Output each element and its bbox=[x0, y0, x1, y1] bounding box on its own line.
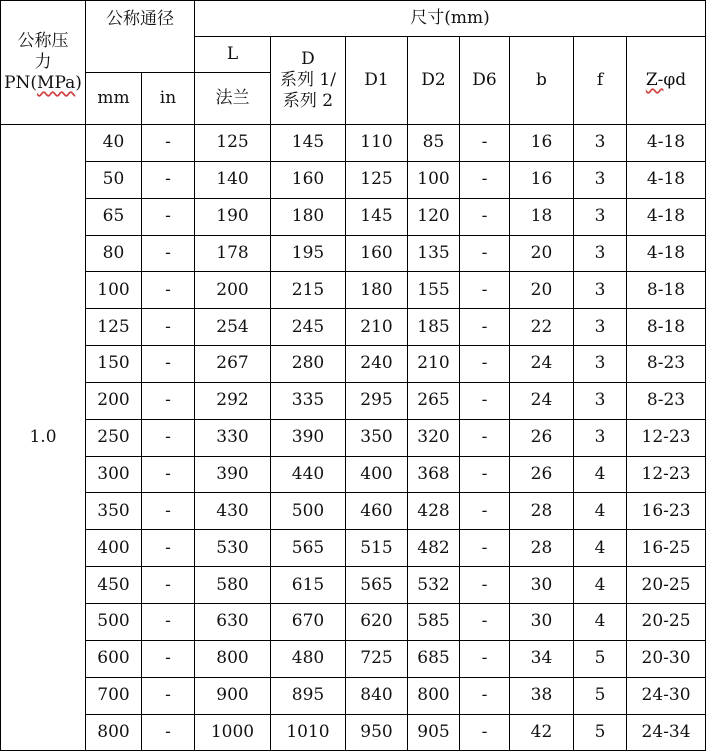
table-row bbox=[1, 161, 706, 198]
cell-D1: 125 bbox=[346, 161, 408, 198]
cell-f: 3 bbox=[574, 309, 627, 346]
cell-b: 26 bbox=[510, 419, 574, 456]
cell-f: 3 bbox=[574, 419, 627, 456]
cell-L: 200 bbox=[195, 272, 271, 309]
cell-b: 20 bbox=[510, 272, 574, 309]
cell-in: - bbox=[142, 714, 195, 751]
cell-f: 5 bbox=[574, 677, 627, 714]
cell-f: 3 bbox=[574, 198, 627, 235]
cell-L: 630 bbox=[195, 603, 271, 640]
cell-D6: - bbox=[460, 272, 510, 309]
cell-b: 24 bbox=[510, 346, 574, 383]
cell-b: 30 bbox=[510, 603, 574, 640]
cell-D6: - bbox=[460, 235, 510, 272]
cell-in: - bbox=[142, 677, 195, 714]
cell-in: - bbox=[142, 567, 195, 604]
cell-z: 20-25 bbox=[627, 603, 706, 640]
pn-value: 1.0 bbox=[1, 125, 86, 751]
cell-b: 24 bbox=[510, 382, 574, 419]
header-b: b bbox=[510, 37, 574, 125]
cell-mm: 125 bbox=[86, 309, 142, 346]
cell-L: 800 bbox=[195, 640, 271, 677]
table-row bbox=[1, 640, 706, 677]
cell-D: 245 bbox=[271, 309, 346, 346]
cell-D2: 800 bbox=[408, 677, 460, 714]
cell-b: 22 bbox=[510, 309, 574, 346]
cell-b: 38 bbox=[510, 677, 574, 714]
cell-mm: 450 bbox=[86, 567, 142, 604]
cell-D6: - bbox=[460, 493, 510, 530]
cell-D1: 180 bbox=[346, 272, 408, 309]
cell-D1: 350 bbox=[346, 419, 408, 456]
cell-z: 12-23 bbox=[627, 456, 706, 493]
cell-L: 580 bbox=[195, 567, 271, 604]
header-dimensions: 尺寸(mm) bbox=[195, 1, 706, 37]
cell-in: - bbox=[142, 493, 195, 530]
cell-f: 4 bbox=[574, 456, 627, 493]
cell-mm: 350 bbox=[86, 493, 142, 530]
header-f: f bbox=[574, 37, 627, 125]
header-in: in bbox=[142, 73, 195, 125]
cell-f: 3 bbox=[574, 125, 627, 162]
cell-D1: 620 bbox=[346, 603, 408, 640]
cell-D: 145 bbox=[271, 125, 346, 162]
cell-b: 20 bbox=[510, 235, 574, 272]
cell-D: 440 bbox=[271, 456, 346, 493]
cell-b: 18 bbox=[510, 198, 574, 235]
cell-in: - bbox=[142, 309, 195, 346]
cell-mm: 100 bbox=[86, 272, 142, 309]
cell-z: 4-18 bbox=[627, 198, 706, 235]
cell-D6: - bbox=[460, 125, 510, 162]
table-row bbox=[1, 382, 706, 419]
cell-D2: 120 bbox=[408, 198, 460, 235]
cell-D: 565 bbox=[271, 530, 346, 567]
cell-mm: 600 bbox=[86, 640, 142, 677]
cell-f: 4 bbox=[574, 493, 627, 530]
cell-D: 615 bbox=[271, 567, 346, 604]
cell-L: 1000 bbox=[195, 714, 271, 751]
cell-L: 178 bbox=[195, 235, 271, 272]
cell-z: 8-18 bbox=[627, 272, 706, 309]
cell-L: 530 bbox=[195, 530, 271, 567]
cell-D1: 565 bbox=[346, 567, 408, 604]
cell-D1: 110 bbox=[346, 125, 408, 162]
cell-D6: - bbox=[460, 640, 510, 677]
cell-b: 30 bbox=[510, 567, 574, 604]
table-row bbox=[1, 309, 706, 346]
cell-D1: 460 bbox=[346, 493, 408, 530]
header-pn-line2: 力 bbox=[34, 52, 52, 72]
cell-z: 20-25 bbox=[627, 567, 706, 604]
cell-D2: 368 bbox=[408, 456, 460, 493]
cell-mm: 800 bbox=[86, 714, 142, 751]
cell-D: 280 bbox=[271, 346, 346, 383]
cell-mm: 40 bbox=[86, 125, 142, 162]
cell-D2: 532 bbox=[408, 567, 460, 604]
cell-D: 160 bbox=[271, 161, 346, 198]
cell-z: 24-30 bbox=[627, 677, 706, 714]
table-row bbox=[1, 603, 706, 640]
cell-b: 26 bbox=[510, 456, 574, 493]
cell-D2: 100 bbox=[408, 161, 460, 198]
header-z-phi-d: Z-φd bbox=[627, 37, 706, 125]
cell-D2: 135 bbox=[408, 235, 460, 272]
cell-mm: 400 bbox=[86, 530, 142, 567]
cell-f: 3 bbox=[574, 382, 627, 419]
cell-D6: - bbox=[460, 161, 510, 198]
cell-D1: 400 bbox=[346, 456, 408, 493]
cell-L: 267 bbox=[195, 346, 271, 383]
cell-D2: 185 bbox=[408, 309, 460, 346]
table-row bbox=[1, 530, 706, 567]
header-D: D 系列 1/ 系列 2 bbox=[271, 37, 346, 125]
cell-z: 8-18 bbox=[627, 309, 706, 346]
header-D1: D1 bbox=[346, 37, 408, 125]
cell-D1: 210 bbox=[346, 309, 408, 346]
cell-D1: 160 bbox=[346, 235, 408, 272]
cell-f: 4 bbox=[574, 603, 627, 640]
header-pn-line3: PN(MPa) bbox=[4, 73, 82, 93]
cell-D: 670 bbox=[271, 603, 346, 640]
cell-f: 5 bbox=[574, 714, 627, 751]
cell-b: 28 bbox=[510, 530, 574, 567]
cell-in: - bbox=[142, 161, 195, 198]
cell-in: - bbox=[142, 382, 195, 419]
cell-D: 390 bbox=[271, 419, 346, 456]
cell-b: 34 bbox=[510, 640, 574, 677]
table-row bbox=[1, 456, 706, 493]
cell-D: 1010 bbox=[271, 714, 346, 751]
cell-b: 16 bbox=[510, 161, 574, 198]
cell-L: 390 bbox=[195, 456, 271, 493]
cell-z: 12-23 bbox=[627, 419, 706, 456]
cell-in: - bbox=[142, 530, 195, 567]
cell-D6: - bbox=[460, 382, 510, 419]
table-row bbox=[1, 567, 706, 604]
cell-D6: - bbox=[460, 714, 510, 751]
cell-D6: - bbox=[460, 346, 510, 383]
table-row bbox=[1, 346, 706, 383]
cell-D6: - bbox=[460, 567, 510, 604]
cell-D2: 482 bbox=[408, 530, 460, 567]
cell-in: - bbox=[142, 419, 195, 456]
table-row bbox=[1, 235, 706, 272]
cell-in: - bbox=[142, 456, 195, 493]
cell-f: 3 bbox=[574, 272, 627, 309]
header-mm: mm bbox=[86, 73, 142, 125]
cell-L: 190 bbox=[195, 198, 271, 235]
cell-D1: 240 bbox=[346, 346, 408, 383]
cell-D2: 685 bbox=[408, 640, 460, 677]
cell-D2: 585 bbox=[408, 603, 460, 640]
cell-D: 195 bbox=[271, 235, 346, 272]
cell-D6: - bbox=[460, 456, 510, 493]
cell-L: 430 bbox=[195, 493, 271, 530]
cell-D6: - bbox=[460, 419, 510, 456]
header-pn-line1: 公称压 bbox=[17, 31, 69, 51]
header-pn bbox=[1, 1, 86, 125]
cell-in: - bbox=[142, 235, 195, 272]
cell-in: - bbox=[142, 346, 195, 383]
cell-D1: 725 bbox=[346, 640, 408, 677]
cell-mm: 50 bbox=[86, 161, 142, 198]
table-row bbox=[1, 714, 706, 751]
cell-mm: 700 bbox=[86, 677, 142, 714]
cell-D: 895 bbox=[271, 677, 346, 714]
cell-mm: 500 bbox=[86, 603, 142, 640]
table-row bbox=[1, 493, 706, 530]
cell-z: 24-34 bbox=[627, 714, 706, 751]
cell-in: - bbox=[142, 125, 195, 162]
table-row bbox=[1, 677, 706, 714]
cell-D6: - bbox=[460, 603, 510, 640]
table-row bbox=[1, 125, 706, 162]
cell-f: 4 bbox=[574, 530, 627, 567]
cell-mm: 65 bbox=[86, 198, 142, 235]
cell-b: 16 bbox=[510, 125, 574, 162]
table-row bbox=[1, 198, 706, 235]
cell-f: 4 bbox=[574, 567, 627, 604]
header-nominal-diameter: 公称通径 bbox=[86, 1, 195, 73]
cell-D1: 515 bbox=[346, 530, 408, 567]
header-L: L bbox=[195, 37, 271, 73]
table-body bbox=[1, 125, 706, 751]
cell-f: 3 bbox=[574, 346, 627, 383]
cell-in: - bbox=[142, 640, 195, 677]
table-row bbox=[1, 272, 706, 309]
cell-D6: - bbox=[460, 530, 510, 567]
cell-D: 480 bbox=[271, 640, 346, 677]
cell-D: 500 bbox=[271, 493, 346, 530]
cell-D1: 950 bbox=[346, 714, 408, 751]
cell-L: 900 bbox=[195, 677, 271, 714]
cell-z: 8-23 bbox=[627, 346, 706, 383]
cell-f: 3 bbox=[574, 161, 627, 198]
cell-in: - bbox=[142, 198, 195, 235]
cell-L: 292 bbox=[195, 382, 271, 419]
cell-mm: 200 bbox=[86, 382, 142, 419]
header-L-sub: 法兰 bbox=[195, 73, 271, 125]
cell-D: 180 bbox=[271, 198, 346, 235]
cell-D: 335 bbox=[271, 382, 346, 419]
header-D6: D6 bbox=[460, 37, 510, 125]
cell-L: 125 bbox=[195, 125, 271, 162]
cell-in: - bbox=[142, 272, 195, 309]
cell-L: 140 bbox=[195, 161, 271, 198]
cell-mm: 300 bbox=[86, 456, 142, 493]
cell-D2: 265 bbox=[408, 382, 460, 419]
cell-D2: 85 bbox=[408, 125, 460, 162]
cell-z: 20-30 bbox=[627, 640, 706, 677]
cell-D1: 295 bbox=[346, 382, 408, 419]
header-D2: D2 bbox=[408, 37, 460, 125]
cell-z: 16-23 bbox=[627, 493, 706, 530]
cell-mm: 80 bbox=[86, 235, 142, 272]
cell-D2: 155 bbox=[408, 272, 460, 309]
cell-D2: 320 bbox=[408, 419, 460, 456]
table-row bbox=[1, 419, 706, 456]
cell-z: 4-18 bbox=[627, 161, 706, 198]
cell-f: 5 bbox=[574, 640, 627, 677]
cell-L: 330 bbox=[195, 419, 271, 456]
cell-mm: 150 bbox=[86, 346, 142, 383]
cell-mm: 250 bbox=[86, 419, 142, 456]
cell-D6: - bbox=[460, 677, 510, 714]
cell-D2: 210 bbox=[408, 346, 460, 383]
cell-b: 28 bbox=[510, 493, 574, 530]
cell-D6: - bbox=[460, 198, 510, 235]
cell-f: 3 bbox=[574, 235, 627, 272]
cell-z: 16-25 bbox=[627, 530, 706, 567]
cell-b: 42 bbox=[510, 714, 574, 751]
cell-D6: - bbox=[460, 309, 510, 346]
cell-L: 254 bbox=[195, 309, 271, 346]
cell-D2: 428 bbox=[408, 493, 460, 530]
cell-z: 4-18 bbox=[627, 235, 706, 272]
cell-D: 215 bbox=[271, 272, 346, 309]
cell-D2: 905 bbox=[408, 714, 460, 751]
cell-in: - bbox=[142, 603, 195, 640]
cell-D1: 145 bbox=[346, 198, 408, 235]
cell-D1: 840 bbox=[346, 677, 408, 714]
cell-z: 8-23 bbox=[627, 382, 706, 419]
cell-z: 4-18 bbox=[627, 125, 706, 162]
